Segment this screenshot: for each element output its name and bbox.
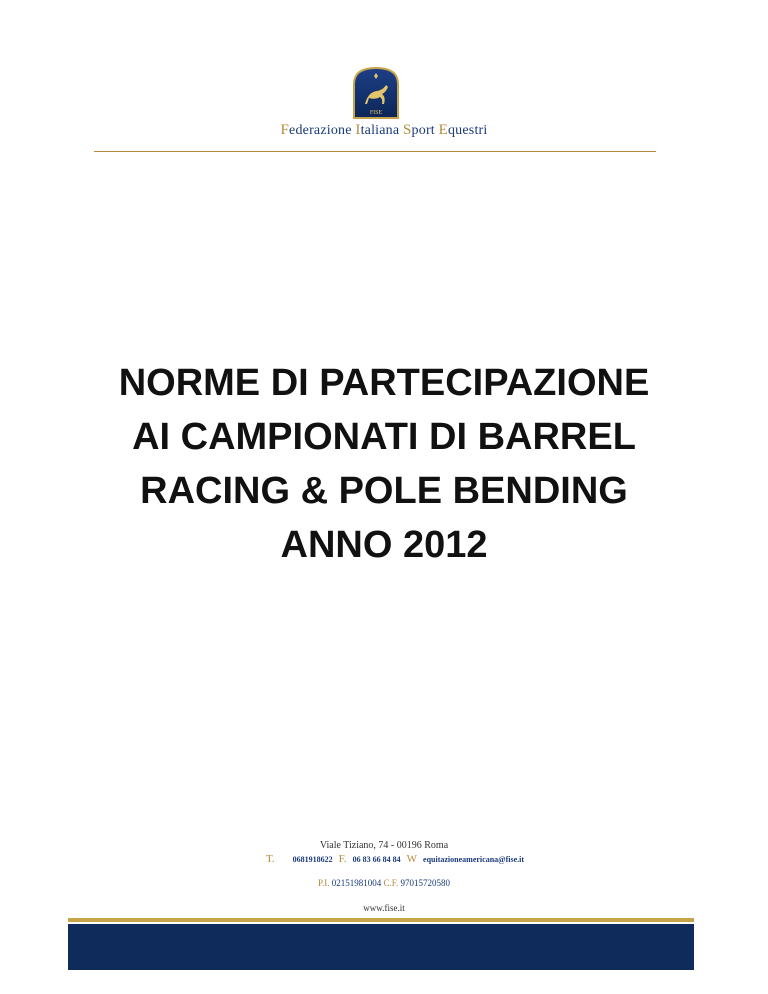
website-link[interactable]: www.fise.it: [363, 903, 405, 913]
title-line: RACING & POLE BENDING: [140, 470, 628, 512]
pi-label: P.I.: [317, 878, 330, 888]
web-label: W: [406, 853, 418, 865]
header-divider: [94, 151, 656, 152]
document-title: [60, 356, 708, 572]
footer-contacts: [262, 853, 524, 865]
phone-number: 0681918622: [292, 855, 333, 864]
footer-navy-band: [68, 924, 694, 970]
logo-text: FISE: [369, 110, 383, 116]
email-link[interactable]: equitazioneamericana@fise.it: [423, 855, 525, 864]
phone-label: T.: [266, 853, 275, 865]
fax-number: 06 83 66 84 84: [352, 855, 401, 864]
organization-name: Federazione Italiana Sport Equestri: [280, 122, 488, 138]
cf-number: 97015720580: [400, 878, 451, 888]
footer-fiscal: [0, 878, 768, 888]
cf-label: C.F.: [383, 878, 399, 888]
footer-address: Viale Tiziano, 74 - 00196 Roma: [319, 840, 449, 851]
pi-number: 02151981004: [331, 878, 382, 888]
title-line: ANNO 2012: [280, 524, 488, 566]
fise-logo: [348, 66, 404, 120]
footer-gold-stripe: [68, 918, 694, 922]
title-line: AI CAMPIONATI DI BARREL: [132, 416, 636, 458]
fax-label: F.: [338, 853, 347, 865]
title-line: NORME DI PARTECIPAZIONE: [118, 362, 650, 404]
